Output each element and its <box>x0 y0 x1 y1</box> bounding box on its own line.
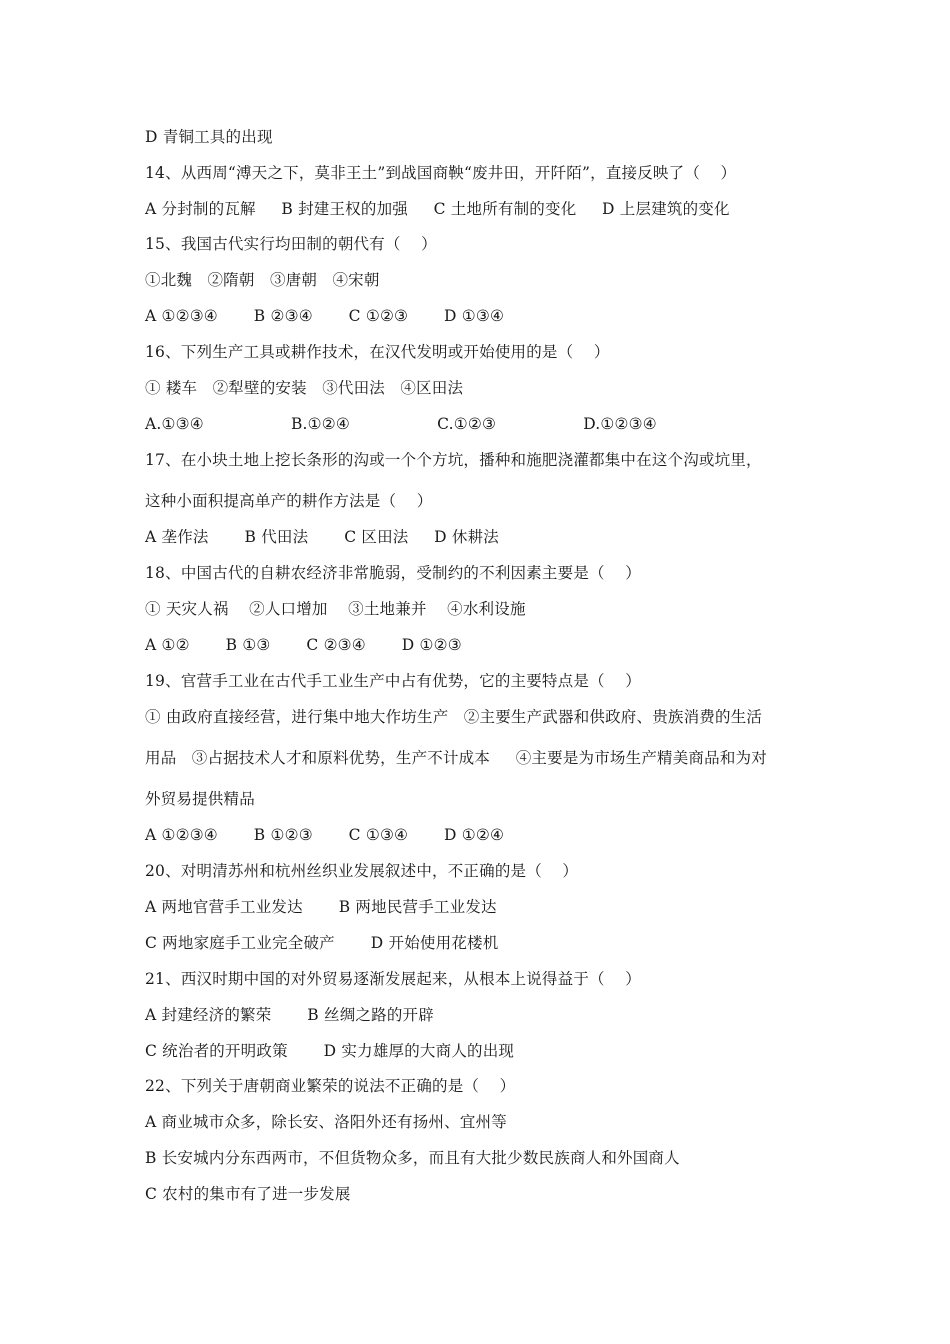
question-19-items-line-2: 用品 ③占据技术人才和原料优势，生产不计成本 ④主要是为市场生产精美商品和为对 <box>145 749 767 767</box>
question-20-options-cd: C 两地家庭手工业完全破产 D 开始使用花楼机 <box>145 934 499 952</box>
question-19-options: A ①②③④ B ①②③ C ①③④ D ①②④ <box>145 826 505 844</box>
question-17-line-1: 17、在小块土地上挖长条形的沟或一个个方坑，播种和施肥浇灌都集中在这个沟或坑里， <box>145 451 762 469</box>
question-16-items: ① 耧车 ②犁壁的安装 ③代田法 ④区田法 <box>145 379 464 397</box>
question-15-options: A ①②③④ B ②③④ C ①②③ D ①③④ <box>145 307 505 325</box>
question-19-items-line-3: 外贸易提供精品 <box>145 790 255 808</box>
question-22-option-c: C 农村的集市有了进一步发展 <box>145 1185 351 1203</box>
question-21-options-ab: A 封建经济的繁荣 B 丝绸之路的开辟 <box>145 1006 434 1024</box>
question-15-items: ①北魏 ②隋朝 ③唐朝 ④宋朝 <box>145 271 380 289</box>
answer-option-13-d: D 青铜工具的出现 <box>145 128 273 146</box>
question-17-line-2: 这种小面积提高单产的耕作方法是（ ） <box>145 492 433 510</box>
question-18-items: ① 天灾人祸 ②人口增加 ③土地兼并 ④水利设施 <box>145 600 526 618</box>
question-14-options: A 分封制的瓦解 B 封建王权的加强 C 土地所有制的变化 D 上层建筑的变化 <box>145 200 730 218</box>
question-17-options: A 垄作法 B 代田法 C 区田法 D 休耕法 <box>145 528 499 546</box>
question-21: 21、西汉时期中国的对外贸易逐渐发展起来，从根本上说得益于（ ） <box>145 970 641 988</box>
question-22-option-a: A 商业城市众多，除长安、洛阳外还有扬州、宜州等 <box>145 1113 507 1131</box>
question-19: 19、官营手工业在古代手工业生产中占有优势，它的主要特点是（ ） <box>145 672 641 690</box>
question-20-options-ab: A 两地官营手工业发达 B 两地民营手工业发达 <box>145 898 497 916</box>
question-20: 20、对明清苏州和杭州丝织业发展叙述中，不正确的是（ ） <box>145 862 579 880</box>
question-18: 18、中国古代的自耕农经济非常脆弱，受制约的不利因素主要是（ ） <box>145 564 641 582</box>
question-18-options: A ①② B ①③ C ②③④ D ①②③ <box>145 636 462 654</box>
question-21-options-cd: C 统治者的开明政策 D 实力雄厚的大商人的出现 <box>145 1042 515 1060</box>
question-16: 16、下列生产工具或耕作技术，在汉代发明或开始使用的是（ ） <box>145 343 610 361</box>
question-22: 22、下列关于唐朝商业繁荣的说法不正确的是（ ） <box>145 1077 516 1095</box>
question-16-options: A.①③④ B.①②④ C.①②③ D.①②③④ <box>145 415 657 433</box>
question-22-option-b: B 长安城内分东西两市，不但货物众多，而且有大批少数民族商人和外国商人 <box>145 1149 680 1167</box>
question-15: 15、我国古代实行均田制的朝代有（ ） <box>145 235 437 253</box>
question-14: 14、从西周“溥天之下，莫非王土”到战国商鞅“废井田，开阡陌”，直接反映了（ ） <box>145 164 737 182</box>
question-19-items-line-1: ① 由政府直接经营，进行集中地大作坊生产 ②主要生产武器和供政府、贵族消费的生活 <box>145 708 763 726</box>
